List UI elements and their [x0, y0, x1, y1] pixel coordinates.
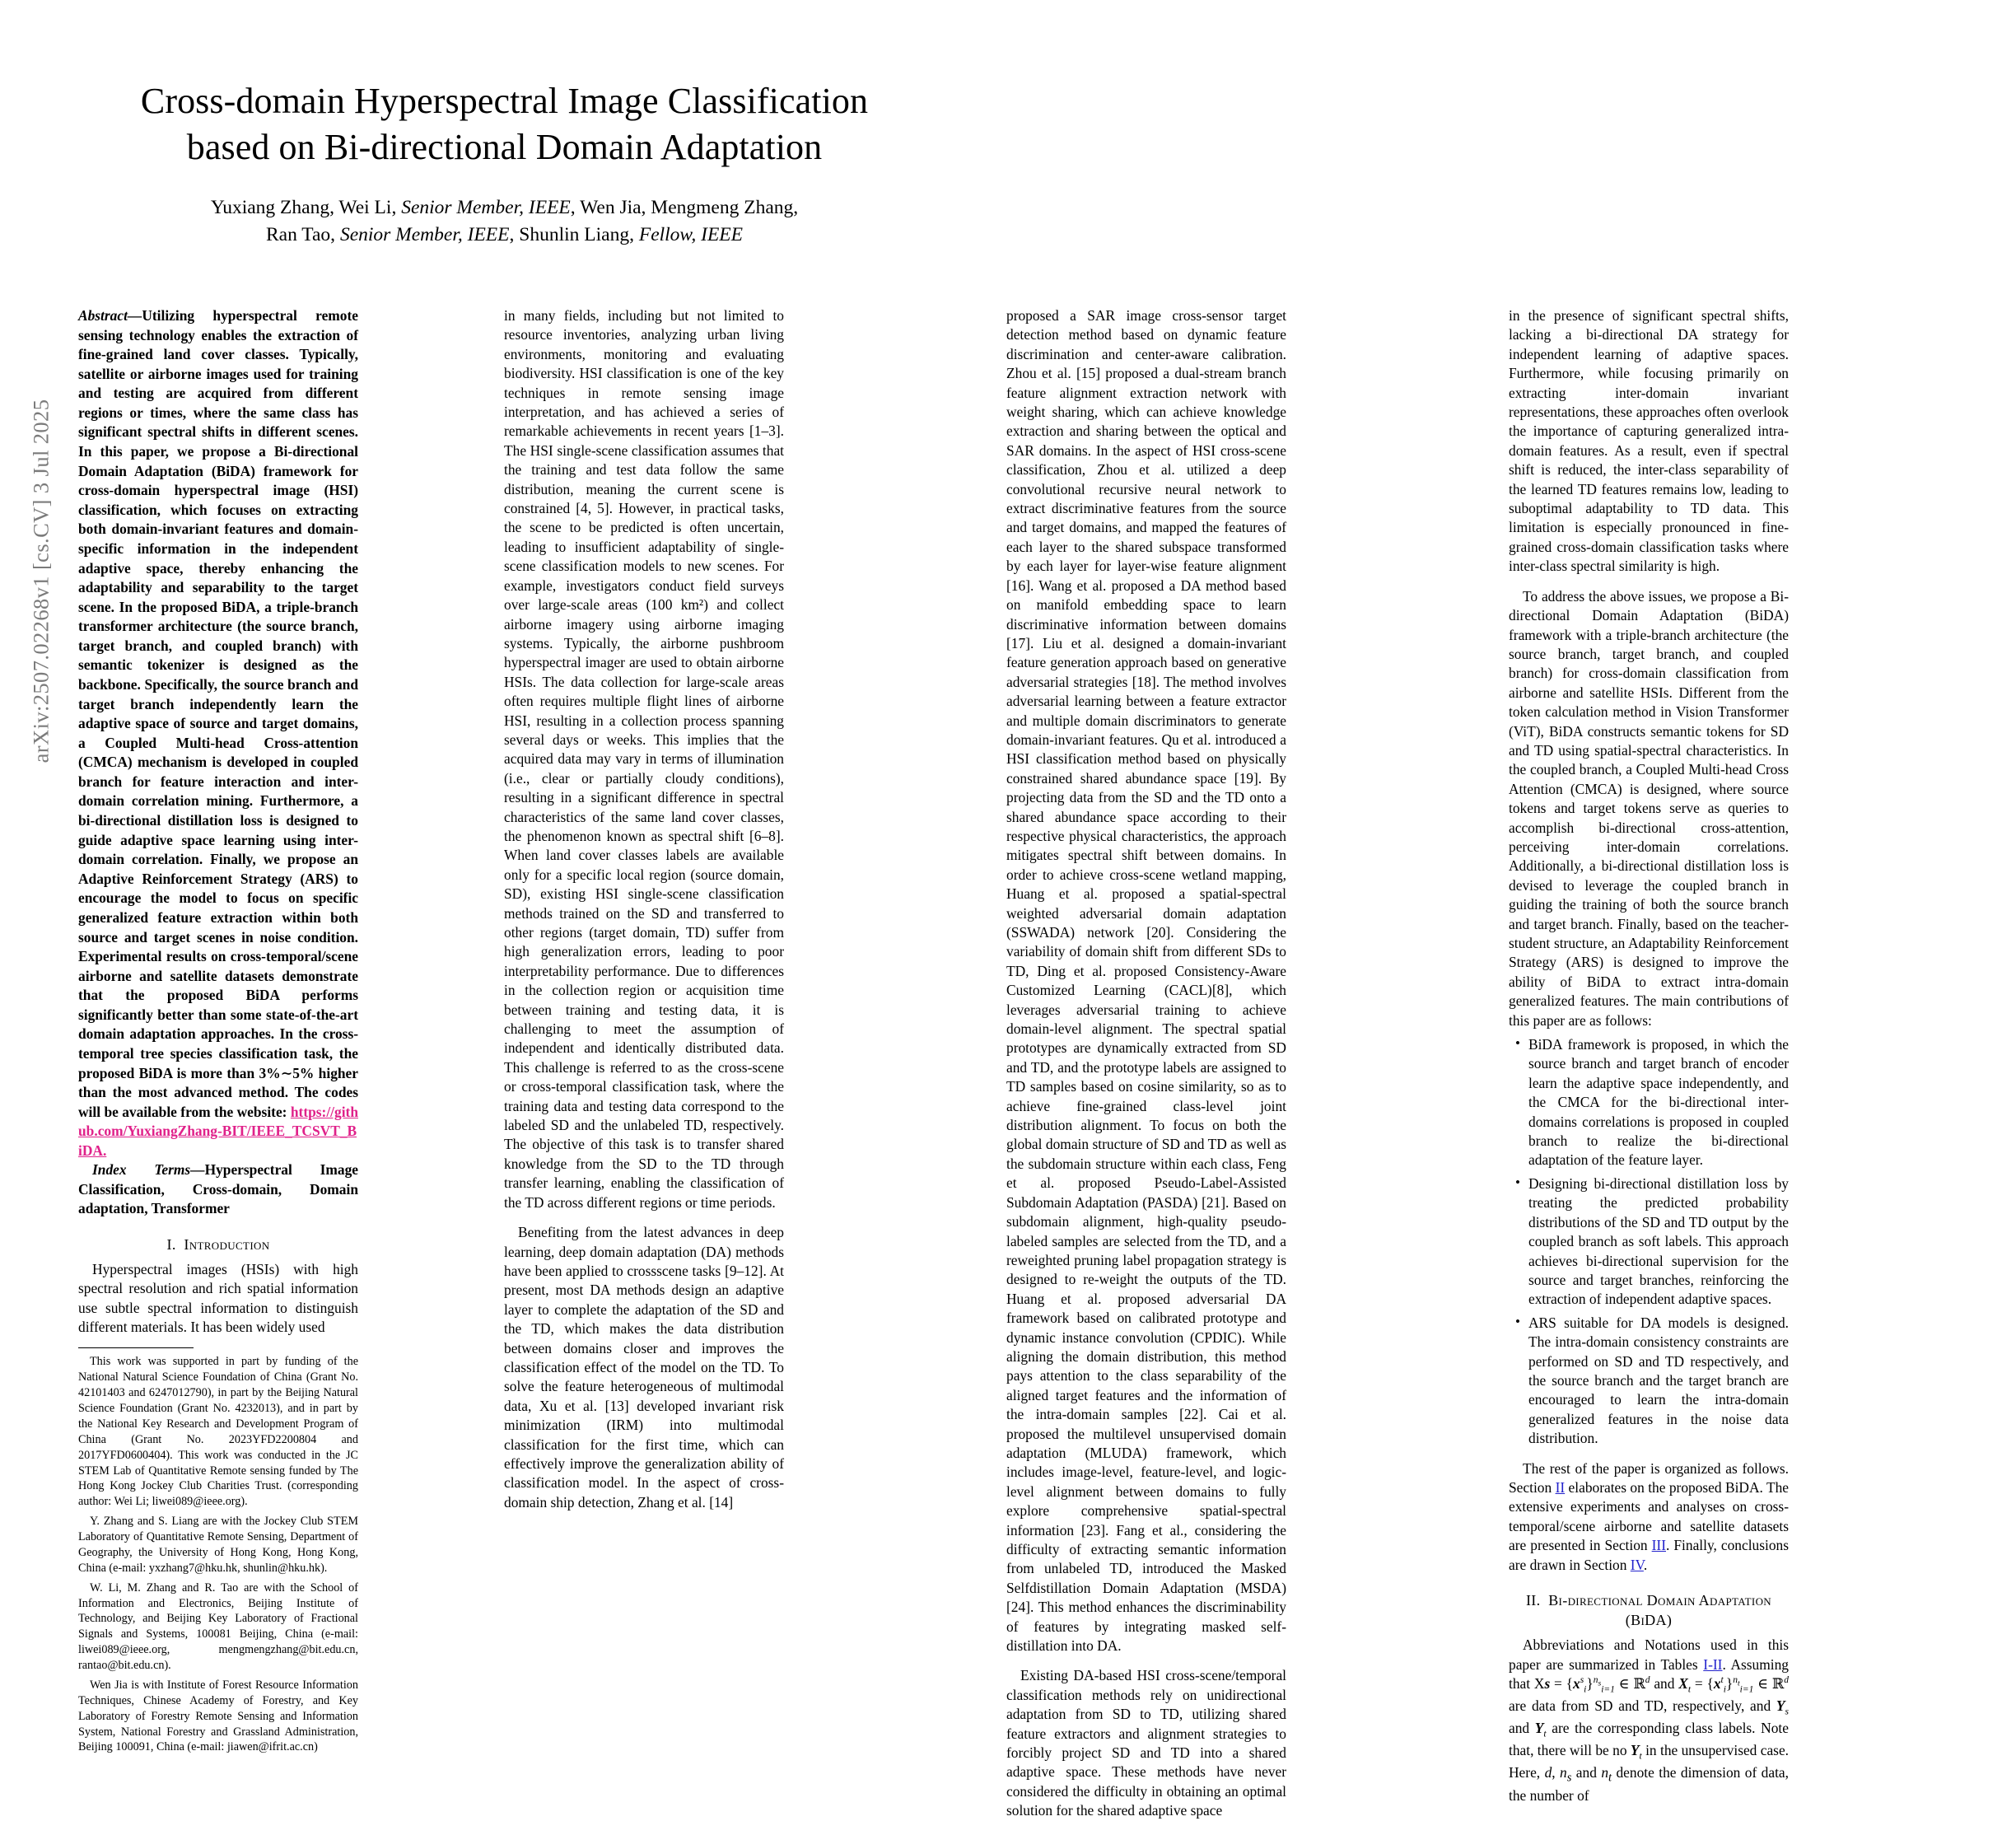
organization-text-b: elaborates on the proposed BiDA. The extensive experiments and analyses on cross-temporal/scene airborne and satellite datasets are presented in Section	[1509, 1478, 1789, 1554]
col4-paragraph-1: in the presence of significant spectral shifts, lacking a bi-directional DA strategy for independent learning of adaptive spaces. Furthermore, while focusing primarily on extracting inter-domain invariant representations, these approaches often overlook the importance of capturing generalized intra-domain features. As a result, even if spectral shift is reduced, the inter-class separability of the learned TD features remains low, leading to suboptimal adaptability to TD data. This limitation is especially pronounced in fine-grained cross-domain classification tasks where inter-class spectral similarity is high.	[1509, 307, 1789, 575]
list-item: • BiDA framework is proposed, in which the source branch and target branch of encoder learn the adaptive space independently, and the CMCA for the bi-directional inter-domains correlations is proposed in coupled branch to realize the bi-directional adaptation of the feature layer.	[1528, 1035, 1789, 1170]
section-heading-bida	[1509, 1590, 1789, 1630]
column-1	[78, 306, 358, 1755]
code-repository-link[interactable]: https://github.com/YuxiangZhang-BIT/IEEE_TCSVT_BiDA.	[78, 1103, 358, 1159]
column-3	[1006, 306, 1286, 1821]
col4-paragraph-3	[1509, 1459, 1789, 1575]
title-line-2: based on Bi-directional Domain Adaptation	[186, 127, 823, 168]
organization-text-a: The rest of the paper is organized as follows. Section	[1509, 1459, 1789, 1496]
col4-paragraph-4: Abbreviations and Notations used in this paper are summarized in Tables I-II. Assuming that $Xs = \{x^s_i\}^{n_s}_{i=1}$ ∈ ℝ$^d$ and $X_t = \{x^t_i\}^{n_t}_{i=1}$ ∈ ℝ$^d$ are data from SD and TD, respectively, and $Y_s$ and $Y_t$ are the corresponding class labels. Note that, there will be no $Y_t$ in the unsupervised case. Here, d, $n_s$ and $n_t$ denote the dimension of data, the number of	[1509, 1637, 1790, 1804]
section-ref-ii[interactable]: II	[1555, 1478, 1566, 1496]
author-names-1: Yuxiang Zhang, Wei Li,	[210, 196, 402, 218]
list-item: • ARS suitable for DA models is designed. The intra-domain consistency constraints are performed on SD and TD respectively, and the source branch and the target branch are encouraged to learn the intra-domain generalized features in the noise data distribution.	[1528, 1314, 1789, 1449]
author-list	[78, 194, 931, 250]
author-membership-2: Senior Member, IEEE	[339, 223, 510, 245]
author-names-2: Ran Tao,	[265, 223, 340, 245]
abstract-lead: Abstract—	[78, 307, 142, 324]
col4-paragraph-2: To address the above issues, we propose a Bi-directional Domain Adaptation (BiDA) framework with a triple-branch architecture (the source branch, target branch, and coupled branch) for cross-domain classification from airborne and satellite HSIs. Different from the token calculation method in Vision Transformer (ViT), BiDA constructs semantic tokens for SD and TD using spatial-spectral characteristics. In the coupled branch, a Coupled Multi-head Cross Attention (CMCA) is designed, where source tokens and target tokens serve as queries to accomplish bi-directional cross-attention, perceiving inter-domain correlations. Additionally, a bi-directional distillation loss is devised to leverage the coupled branch in guiding the training of both the source branch and target branch. Finally, based on the teacher-student structure, an Adaptability Reinforcement Strategy (ARS) is designed to improve the ability of BiDA to extract intra-domain generalized features. The main contributions of this paper are as follows:	[1509, 587, 1789, 1029]
notation-text-a: Abbreviations and Notations used in this paper are summarized in Tables	[1509, 1637, 1789, 1673]
intro-paragraph-1: Hyperspectral images (HSIs) with high spectral resolution and rich spatial information use subtle spectral information to distinguish different materials. It has been widely used	[78, 1260, 358, 1336]
author-membership-3: Fellow, IEEE	[638, 223, 744, 245]
index-terms-lead: Index Terms—	[92, 1161, 205, 1179]
footnote-affiliation-1: Y. Zhang and S. Liang are with the Jockey Club STEM Laboratory of Quantitative Remote Sensing, Department of Geography, the University of Hong Kong, Hong Kong, China (e-mail: yxzhang7@hku.hk, shunlin@hku.hk).	[78, 1515, 358, 1575]
list-item: • Designing bi-directional distillation loss by treating the predicted probability distributions of the SD and TD output by the coupled branch as soft labels. This approach achieves bi-directional supervision for the source and target branches, reinforcing the extraction of independent adaptive spaces.	[1528, 1174, 1789, 1310]
section-title-1: Introduction	[184, 1235, 270, 1253]
author-names-2b: , Shunlin Liang,	[509, 223, 639, 245]
title-block	[78, 78, 931, 249]
col2-paragraph-1: in many fields, including but not limited to resource inventories, analyzing urban living environments, monitoring and evaluating biodiversity. HSI classification is one of the key techniques in remote sensing image interpretation, and has achieved a series of remarkable achievements in recent years [1–3]. The HSI single-scene classification assumes that the training and test data follow the same distribution, meaning the current scene is constrained [4, 5]. However, in practical tasks, the scene to be predicted is often uncertain, leading to insufficient adaptability of single-scene classification models to new scenes. For example, investigators conduct field surveys over large-scale areas (100 km²) and collect airborne imagery using airborne imaging systems. Typically, the airborne pushbroom hyperspectral imager are used to obtain airborne HSIs. The data collection for large-scale areas often requires multiple flight lines of airborne HSI, resulting in a collection process spanning several days or weeks. This implies that the acquired data may vary in terms of illumination (i.e., clear or partially cloudy conditions), resulting in a significant difference in spectral characteristics of the same land cover classes, the phenomenon known as spectral shift [6–8]. When land cover classes labels are available only for a specific local region (source domain, SD), existing HSI single-scene classification methods trained on the SD and transferred to other regions (target domain, TD) suffer from high generalization errors, leading to poor interpretability performance. Due to differences in the collection region or acquisition time between training and testing data, it is challenging to meet the assumption of independent and identically distributed data. This challenge is referred to as the cross-scene or cross-temporal classification task, where the training data and testing data correspond to the labeled SD and the unlabeled TD, respectively. The objective of this task is to transfer shared knowledge from the SD to the TD through transfer learning, enabling the classification of the TD across different regions or time periods.	[504, 307, 784, 1211]
column-4	[1509, 306, 1789, 1805]
section-number-2: II.	[1525, 1592, 1541, 1609]
index-terms	[78, 1160, 358, 1218]
section-heading-introduction	[78, 1235, 358, 1254]
footnote-affiliation-2: W. Li, M. Zhang and R. Tao are with the School of Information and Electronics, Beijing Institute of Technology, and Beijing Key Laboratory of Fractional Signals and Systems, 100081 Beijing, China (e-mail: liwei089@ieee.org, mengmengzhang@bit.edu.cn, rantao@bit.edu.cn).	[78, 1581, 358, 1673]
table-ref-i-ii[interactable]: I-II	[1703, 1655, 1723, 1673]
section-ref-iv[interactable]: IV	[1630, 1556, 1644, 1573]
organization-text-d: .	[1643, 1556, 1648, 1573]
author-line-2	[78, 222, 931, 249]
page-title	[78, 78, 931, 171]
section-number-1: I.	[166, 1235, 176, 1253]
section-title-2: Bi-directional Domain Adaptation (BiDA)	[1548, 1592, 1772, 1629]
section-ref-iii[interactable]: III	[1651, 1537, 1666, 1554]
col3-paragraph-1: proposed a SAR image cross-sensor target detection method based on dynamic feature discrimination and center-aware calibration. Zhou et al. [15] proposed a dual-stream branch feature alignment extraction network with weight sharing, which can achieve knowledge extraction and sharing between the optical and SAR domains. In the aspect of HSI cross-scene classification, Zhou et al. utilized a deep convolutional recursive neural network to extract discriminative features from the source and target domains, and mapped the features of each layer to the shared subspace transformed by each layer for layer-wise feature alignment [16]. Wang et al. proposed a DA method based on manifold embedding space to learn discriminative information between domains [17]. Liu et al. designed a domain-invariant feature generation approach based on generative adversarial strategies [18]. The method involves adversarial learning between a feature extractor and multiple domain discriminators to generate domain-invariant features. Qu et al. introduced a HSI classification method based on physically constrained shared abundance space [19]. By projecting data from the SD and the TD onto a shared abundance space according to their respective physical characteristics, the approach mitigates spectral shift between domains. In order to achieve cross-scene wetland mapping, Huang et al. proposed a spatial-spectral weighted adversarial domain adaptation (SSWADA) network [20]. Considering the variability of domain shift from different SDs to TD, Ding et al. proposed Consistency-Aware Customized Learning (CACL)[8], which leverages adversarial training to achieve domain-level alignment. The spectral spatial prototypes are dynamically extracted from SD and TD, and the prototype labels are assigned to TD samples based on cosine similarity, so as to achieve fine-grained class-level joint distribution alignment. To focus on both the global domain structure of SD and TD as well as the subdomain structure within each class, Feng et al. proposed Pseudo-Label-Assisted Subdomain Adaptation (PASDA) [21]. Based on subdomain alignment, high-quality pseudo-labeled samples are selected from the TD, and a reweighted pruning label propagation strategy is designed to re-weight the outputs of the TD. Huang et al. proposed adversarial DA framework based on calibrated prototype and dynamic instance convolution (CPDIC). While aligning the domain distribution, this method pays attention to the class separability of the aligned target features and the information of the intra-domain samples [22]. Cai et al. proposed the multilevel unsupervised domain adaptation (MLUDA) framework, which includes image-level, feature-level, and logic-level alignment between domains to fully explore comprehensive spatial-spectral information [23]. Fang et al., considering the difficulty of extracting semantic information from unlabeled TD, introduced the Masked Selfdistillation Domain Adaptation (MSDA) [24]. This method enhances the discriminability of features by integrating masked self-distillation into DA.	[1006, 307, 1286, 1655]
abstract-body: Utilizing hyperspectral remote sensing technology enables the extraction of fine-grained land cover classes. Typically, satellite or airborne images used for training and testing are acquired from different regions or times, where the same class has significant spectral shifts in different scenes. In this paper, we propose a Bi-directional Domain Adaptation (BiDA) framework for cross-domain hyperspectral image (HSI) classification, which focuses on extracting both domain-invariant features and domain-specific information in the independent adaptive space, thereby enhancing the adaptability and separability to the target scene. In the proposed BiDA, a triple-branch transformer architecture (the source branch, target branch, and coupled branch) with semantic tokenizer is designed as the backbone. Specifically, the source branch and target branch independently learn the adaptive space of source and target domains, a Coupled Multi-head Cross-attention (CMCA) mechanism is developed in coupled branch for feature interaction and inter-domain correlation mining. Furthermore, a bi-directional distillation loss is designed to guide adaptive space learning using inter-domain correlation. Finally, we propose an Adaptive Reinforcement Strategy (ARS) to encourage the model to focus on specific generalized feature extraction within both source and target scenes in noise condition. Experimental results on cross-temporal/scene airborne and satellite datasets demonstrate that the proposed BiDA performs significantly better than some state-of-the-art domain adaptation approaches. In the cross-temporal tree species classification task, the proposed BiDA is more than 3%∼5% higher than the most advanced method. The codes will be available from the website:	[78, 307, 358, 1120]
index-terms-body: Hyperspectral Image Classification, Cross-domain, Domain adaptation, Transformer	[78, 1161, 358, 1217]
col2-paragraph-2: Benefiting from the latest advances in deep learning, deep domain adaptation (DA) methods have been applied to crossscene tasks [9–12]. At present, most DA methods design an adaptive layer to complete the adaptation of the SD and the TD, which makes the data distribution between domains closer and improves the classification effect of the model on the TD. To solve the feature heterogeneous of multimodal data, Xu et al. [13] developed invariant risk minimization (IRM) into multimodal classification for the first time, which can effectively improve the generalization ability of classification model. In the aspect of cross-domain ship detection, Zhang et al. [14]	[504, 1224, 784, 1510]
col3-paragraph-2: Existing DA-based HSI cross-scene/temporal classification methods rely on unidirectional adaptation from SD to TD, utilizing shared feature extractors and alignment strategies to forcibly project SD and TD into a shared adaptive space. These methods have never considered the difficulty in obtaining an optimal solution for the shared adaptive space	[1006, 1667, 1286, 1819]
footnote-funding: This work was supported in part by funding of the National Natural Science Foundation of China (Grant No. 42101403 and 6247012790), in part by the Beijing Natural Science Foundation (Grant No. 4232013), and in part by the National Key Research and Development Program of China (Grant No. 2023YFD2200804 and 2017YFD0600404). This work was conducted in the JC STEM Lab of Quantitative Remote sensing funded by The Hong Kong Jockey Club Charities Trust. (corresponding author: Wei Li; liwei089@ieee.org).	[78, 1355, 358, 1509]
organization-text-c: . Finally, conclusions are drawn in Section	[1509, 1537, 1789, 1573]
notation-text-b: . Assuming that X	[1509, 1655, 1789, 1693]
author-line-1	[78, 194, 931, 222]
title-line-1: Cross-domain Hyperspectral Image Classification	[140, 81, 869, 121]
column-2	[504, 306, 784, 1512]
contributions-list	[1509, 1035, 1789, 1449]
footnotes	[78, 1354, 358, 1755]
arxiv-stamp: arXiv:2507.02268v1 [cs.CV] 3 Jul 2025	[28, 399, 54, 763]
footnote-rule	[78, 1347, 194, 1348]
abstract	[78, 306, 358, 1160]
footnote-affiliation-3: Wen Jia is with Institute of Forest Resource Information Techniques, Chinese Academy of Forestry, and Key Laboratory of Forestry Remote Sensing and Information System, National Forestry and Grassland Administration, Beijing 100091, China (e-mail: jiawen@ifrit.ac.cn)	[78, 1678, 358, 1754]
author-names-1b: , Wen Jia, Mengmeng Zhang,	[570, 196, 799, 218]
author-membership-1: Senior Member, IEEE	[401, 196, 571, 218]
